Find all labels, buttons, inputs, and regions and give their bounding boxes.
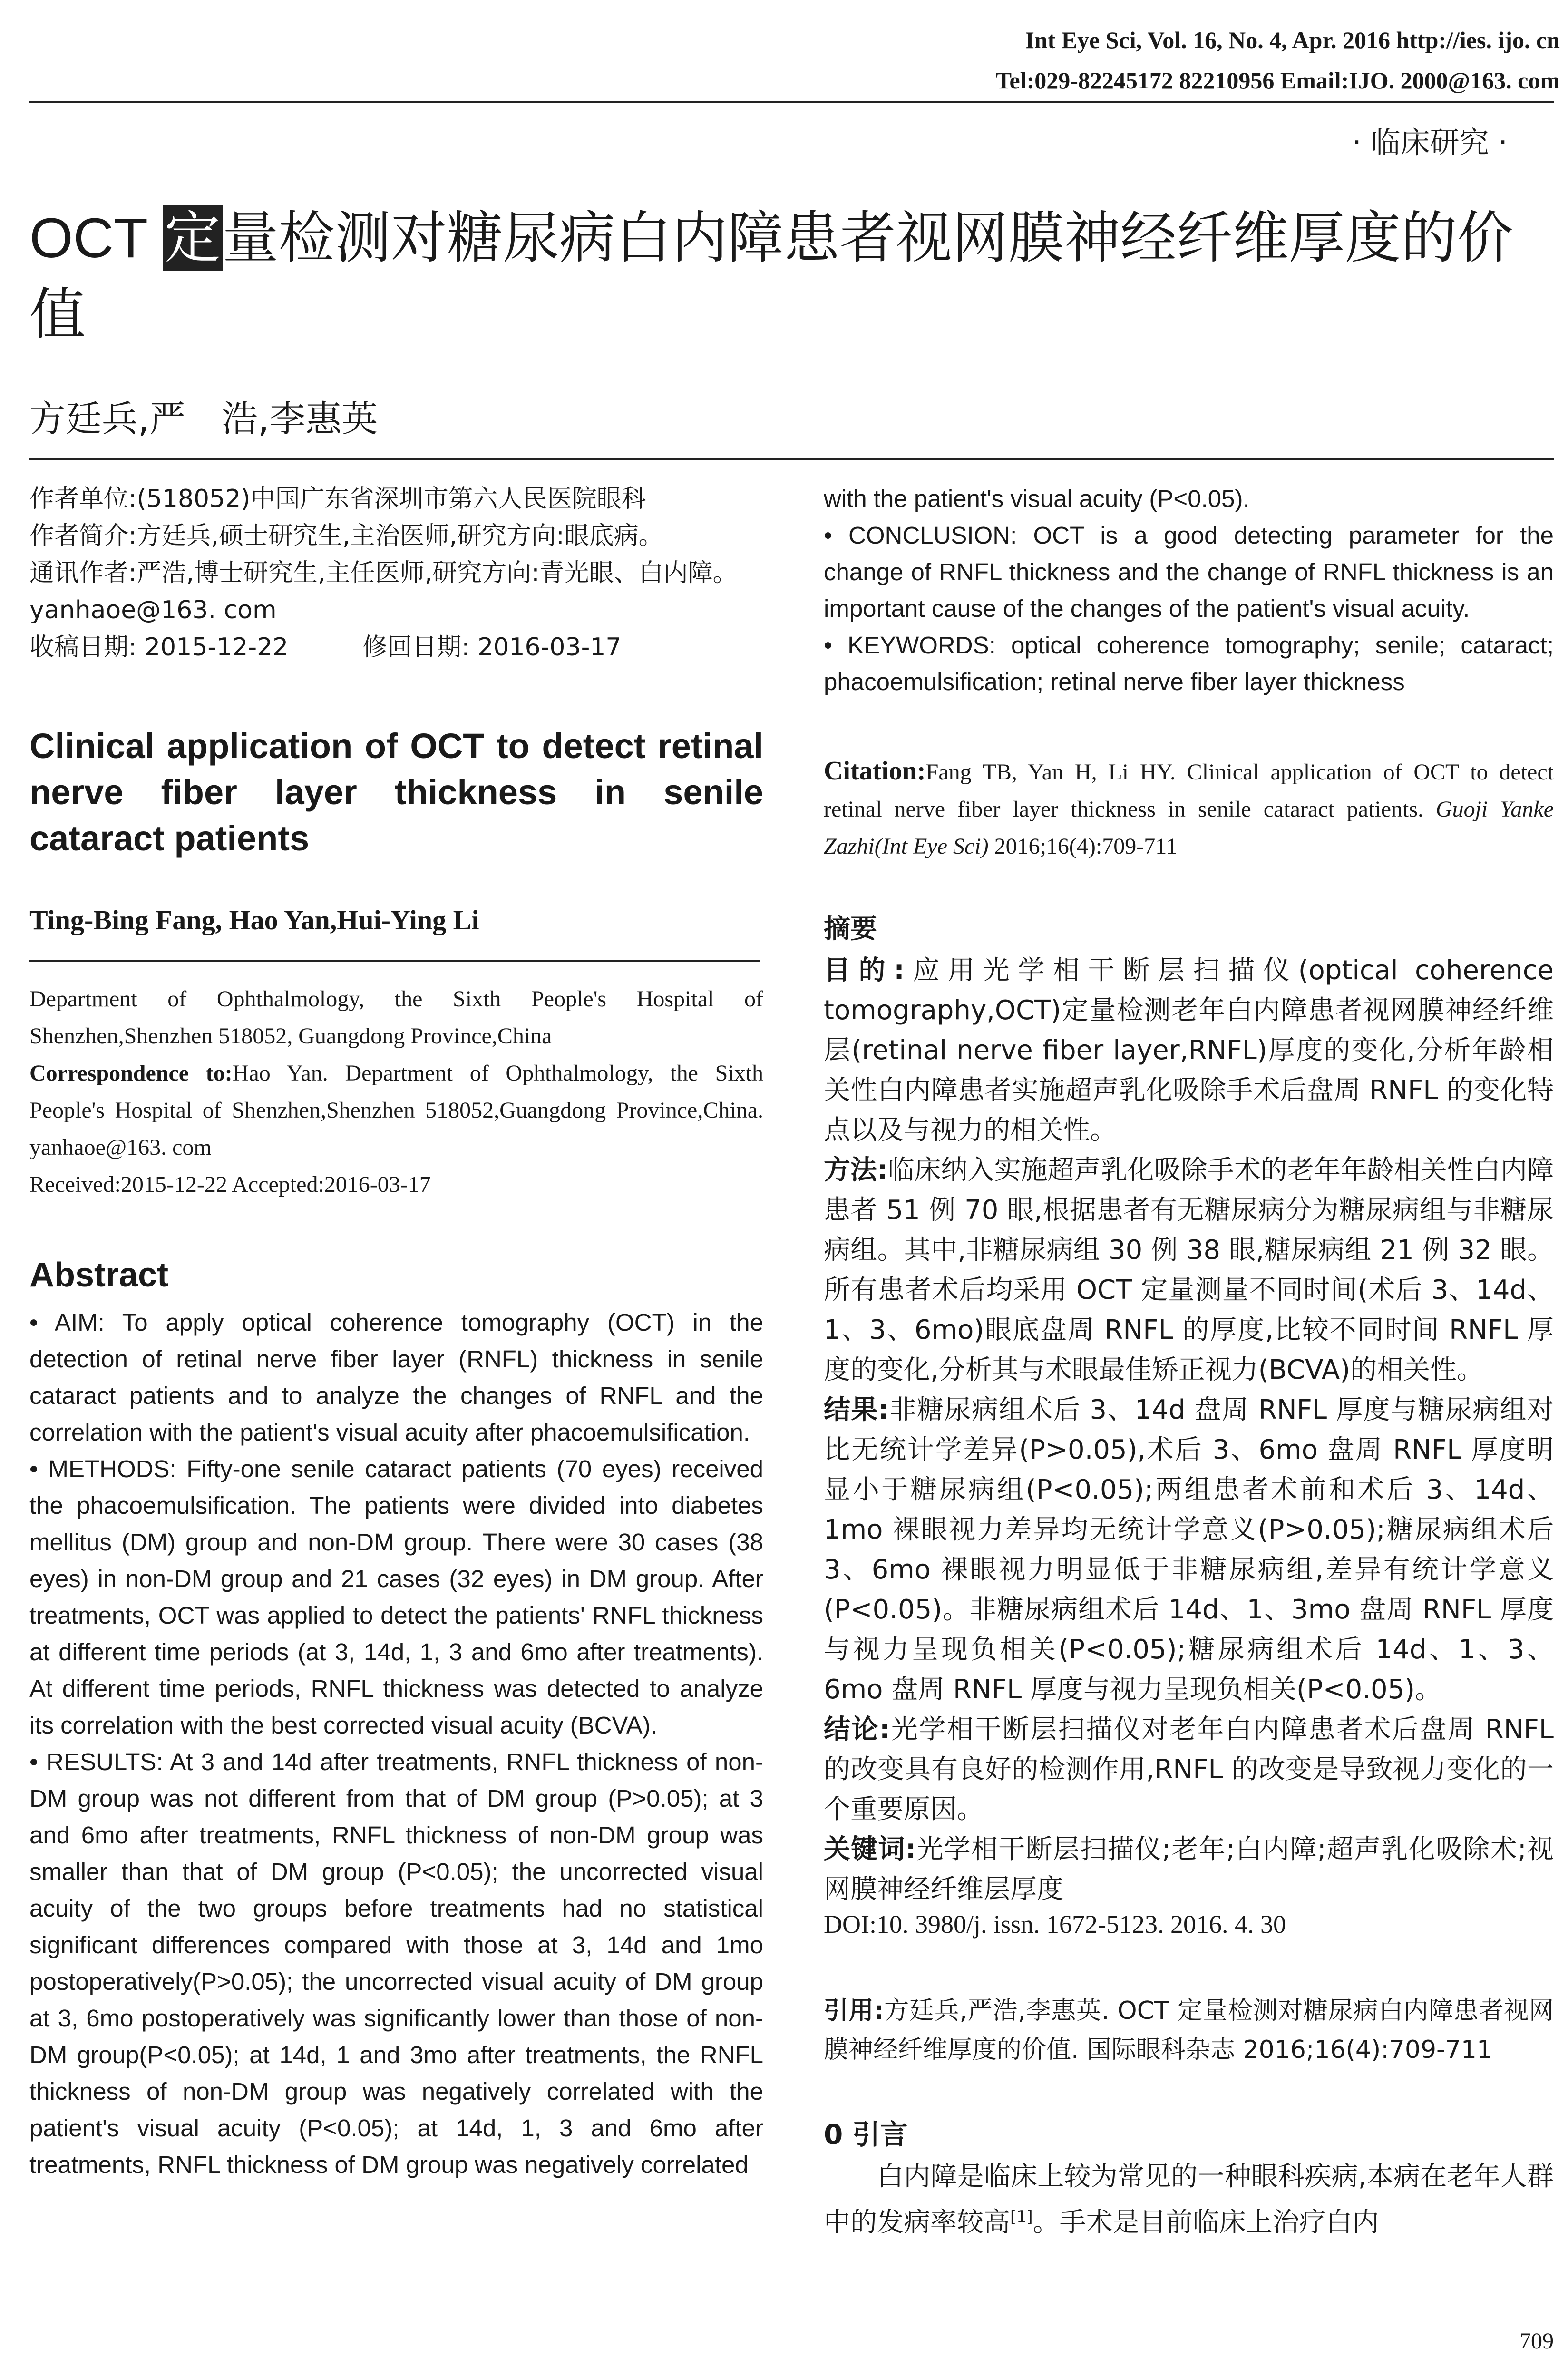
- author-meta-cn: [29, 480, 763, 666]
- cn-methods: [824, 1150, 1554, 1390]
- journal-contact: Tel:029-82245172 82210956 Email:IJO. 2000@163. com: [995, 67, 1560, 94]
- cn-methods-label: 方法:: [824, 1155, 888, 1186]
- cn-results-text: 非糖尿病组术后 3、14d 盘周 RNFL 厚度与糖尿病组对比无统计学差异(P>0.05),术后 3、6mo 盘周 RNFL 厚度明显小于糖尿病组(P<0.05);两组患者术前和术后 3、14d、1mo 裸眼视力差异均无统计学意义(P>0.05);糖尿病组术后 3、6mo 裸眼视力明显低于非糖尿病组,差异有统计学意义(P<0.05)。非糖尿病组术后 14d、1、3mo 盘周 RNFL 厚度与视力呈现负相关(P<0.05);糖尿病组术后 14d、1、3、6mo 盘周 RNFL 厚度与视力呈现负相关(P<0.05)。: [824, 1394, 1554, 1705]
- cn-methods-text: 临床纳入实施超声乳化吸除手术的老年年龄相关性白内障患者 51 例 70 眼,根据患者有无糖尿病分为糖尿病组与非糖尿病组。其中,非糖尿病组 30 例 38 眼,糖尿病组 21 例 32 眼。所有患者术后均采用 OCT 定量测量不同时间(术后 3、14d、1、3、6mo)眼底盘周 RNFL 的厚度,比较不同时间 RNFL 厚度的变化,分析其与术眼最佳矫正视力(BCVA)的相关性。: [824, 1155, 1554, 1385]
- english-authors: Ting-Bing Fang, Hao Yan,Hui-Ying Li: [29, 905, 479, 935]
- received-accepted: Received:2015-12-22 Accepted:2016-03-17: [29, 1172, 431, 1197]
- corresponding-author: 通讯作者:严浩,博士研究生,主任医师,研究方向:青光眼、白内障。yanhaoe@163. com: [29, 559, 738, 624]
- title-rest: 量检测对糖尿病白内障患者视网膜神经纤维厚度的价值: [29, 205, 1513, 347]
- cn-conclusion-text: 光学相干断层扫描仪对老年白内障患者术后盘周 RNFL 的改变具有良好的检测作用,RNFL 的改变是导致视力变化的一个重要原因。: [824, 1714, 1554, 1825]
- cn-results-label: 结果:: [824, 1394, 889, 1425]
- cn-aim-label: 目的:: [824, 955, 905, 986]
- intro-paragraph: [824, 2157, 1554, 2243]
- header-rule: [29, 101, 1554, 103]
- citation-text: Fang TB, Yan H, Li HY. Clinical application of OCT to detect retinal nerve fiber layer thickness in senile cataract patients.: [824, 760, 1554, 822]
- correspondence-label: Correspondence to:: [29, 1061, 233, 1086]
- cn-citation-label: 引用:: [824, 1997, 884, 2025]
- cn-aim-text: 应用光学相干断层扫描仪(optical coherence tomography,OCT)定量检测老年白内障患者视网膜神经纤维层(retinal nerve fiber layer,RNFL)厚度的变化,分析年龄相关性白内障患者实施超声乳化吸除手术后盘周 RNFL 的变化特点以及与视力的相关性。: [824, 955, 1554, 1146]
- page-number: 709: [1519, 2328, 1554, 2354]
- author-bio: 作者简介:方廷兵,硕士研究生,主治医师,研究方向:眼底病。: [29, 522, 663, 550]
- cn-citation: [824, 1991, 1554, 2069]
- abstract-keywords: • KEYWORDS: optical coherence tomography; senile; cataract; phacoemulsification; retinal nerve fiber layer thickness: [824, 632, 1554, 695]
- department: Department of Ophthalmology, the Sixth People's Hospital of Shenzhen,Shenzhen 518052, Guangdong Province,China: [29, 986, 763, 1049]
- authors-cn: 方廷兵,严 浩,李惠英: [29, 398, 378, 440]
- abstract-conclusion: • CONCLUSION: OCT is a good detecting parameter for the change of RNFL thickness and the change of RNFL thickness is an important cause of the changes of the patient's visual acuity.: [824, 522, 1554, 622]
- cn-abstract-heading: 摘要: [824, 914, 877, 945]
- cn-keywords: [824, 1830, 1554, 1909]
- title-rule: [29, 458, 1554, 460]
- citation-journal: Guoji Yanke Zazhi(Int Eye Sci): [824, 797, 1554, 859]
- section-tag: · 临床研究 ·: [1352, 125, 1508, 160]
- cn-keywords-label: 关键词:: [824, 1834, 916, 1865]
- cn-keywords-text: 光学相干断层扫描仪;老年;白内障;超声乳化吸除术;视网膜神经纤维层厚度: [824, 1834, 1554, 1905]
- cn-conclusion-label: 结论:: [824, 1714, 890, 1745]
- abstract-methods: • METHODS: Fifty-one senile cataract patients (70 eyes) received the phacoemulsification. The patients were divided into diabetes mellitus (DM) group and non-DM group. There were 30 cases (38 eyes) in non-DM group and 21 cases (32 eyes) in DM group. After treatments, OCT was applied to detect the patients' RNFL thickness at different time periods (at 3, 14d, 1, 3 and 6mo after treatments). At different time periods, RNFL thickness was detected to analyze its correlation with the best corrected visual acuity (BCVA).: [29, 1455, 763, 1739]
- intro-text-after: 。手术是目前临床上治疗白内: [1032, 2207, 1379, 2238]
- title-highlight: 定: [163, 205, 223, 271]
- affiliation: [29, 981, 763, 1203]
- abstract-results: • RESULTS: At 3 and 14d after treatments, RNFL thickness of non-DM group was not different from that of DM group (P>0.05); at 3 and 6mo after treatments, RNFL thickness of non-DM group was smaller than that of DM group (P<0.05); the uncorrected visual acuity of the two groups before treatments had no statistical significant differences compared with those at 3, 14d and 1mo postoperatively(P>0.05); the uncorrected visual acuity of DM group at 3, 6mo postoperatively was significantly lower than those of non-DM group(P<0.05); at 14d, 1 and 3mo after treatments, the RNFL thickness of non-DM group was negatively correlated with the patient's visual acuity (P<0.05); at 14d, 1, 3 and 6mo after treatments, RNFL thickness of DM group was negatively correlated: [29, 1748, 763, 2178]
- authors-rule: [29, 960, 760, 962]
- cn-citation-text: 方廷兵,严浩,李惠英. OCT 定量检测对糖尿病白内障患者视网膜神经纤维厚度的价值. 国际眼科杂志 2016;16(4):709-711: [824, 1997, 1554, 2064]
- left-column: [29, 480, 763, 2183]
- english-title: Clinical application of OCT to detect retinal nerve fiber layer thickness in senile cataract patients: [29, 726, 763, 858]
- right-column: [824, 480, 1554, 2243]
- cn-aim: [824, 951, 1554, 1150]
- title-prefix: OCT: [29, 207, 163, 270]
- citation: [824, 752, 1554, 865]
- correspondence-text: Hao Yan. Department of Ophthalmology, the Sixth People's Hospital of Shenzhen,Shenzhen 518052,Guangdong Province,China. yanhaoe@163. com: [29, 1061, 763, 1160]
- journal-info: Int Eye Sci, Vol. 16, No. 4, Apr. 2016 http://ies. ijo. cn: [1025, 27, 1560, 53]
- cn-conclusion: [824, 1710, 1554, 1830]
- intro-reference: [1]: [1010, 2207, 1033, 2226]
- abstract-results-continued: with the patient's visual acuity (P<0.05).: [824, 485, 1250, 512]
- abstract-aim: • AIM: To apply optical coherence tomography (OCT) in the detection of retinal nerve fiber layer (RNFL) thickness in senile cataract patients and to analyze the changes of RNFL and the correlation with the patient's visual acuity after phacoemulsification.: [29, 1309, 763, 1446]
- abstract-heading: Abstract: [29, 1256, 169, 1294]
- intro-heading: 0 引言: [824, 2118, 908, 2151]
- citation-label: Citation:: [824, 756, 926, 786]
- correspondence: [29, 1055, 763, 1166]
- cn-results: [824, 1390, 1554, 1710]
- citation-rest: 2016;16(4):709-711: [988, 834, 1178, 859]
- intro-text-before: 白内障是临床上较为常见的一种眼科疾病,本病在老年人群中的发病率较高: [824, 2161, 1554, 2238]
- article-title: [29, 200, 1561, 352]
- received-dates-cn: 收稿日期: 2015-12-22 修回日期: 2016-03-17: [29, 633, 622, 662]
- author-unit: 作者单位:(518052)中国广东省深圳市第六人民医院眼科: [29, 485, 646, 513]
- doi: DOI:10. 3980/j. issn. 1672-5123. 2016. 4. 30: [824, 1910, 1286, 1939]
